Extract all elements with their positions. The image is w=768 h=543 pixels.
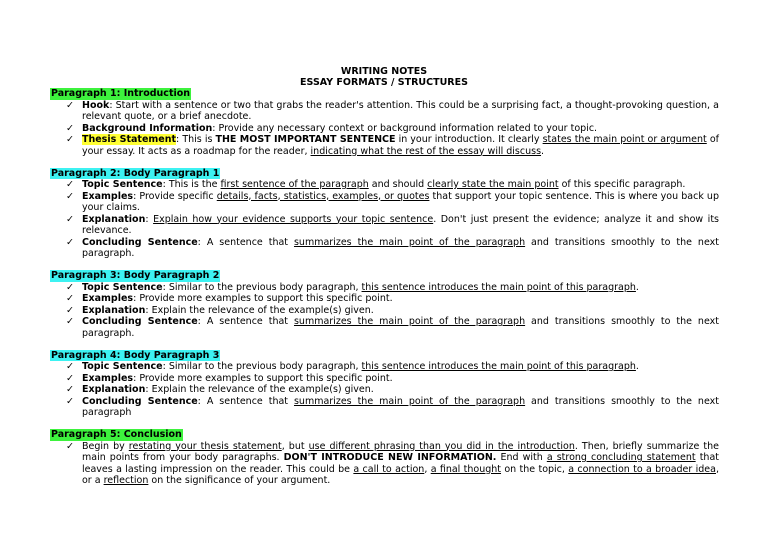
item-text: : A sentence that <box>197 236 294 248</box>
item-text: : Explain the relevance of the example(s) given. <box>145 384 374 395</box>
underlined-text: first sentence of the paragraph <box>220 179 369 190</box>
item-text: . <box>541 145 545 157</box>
underlined-text: a final thought <box>430 463 502 475</box>
list-item <box>66 179 719 191</box>
section-heading: Paragraph 1: Introduction <box>51 88 191 99</box>
list-item <box>66 213 719 237</box>
item-term: Background Information <box>82 122 213 134</box>
check-icon: ✓ <box>66 372 74 384</box>
section-heading: Paragraph 5: Conclusion <box>51 429 182 440</box>
section-body-paragraph-2 <box>50 270 719 339</box>
item-text: and should <box>368 179 428 190</box>
list-item <box>66 122 719 135</box>
item-text: : This is <box>176 134 216 145</box>
item-text: , <box>424 463 431 475</box>
item-text: : Provide specific <box>133 190 217 202</box>
item-text: and transitions smoothly to the next paragraph. <box>82 316 719 339</box>
list-item <box>66 440 720 487</box>
item-term: Explanation <box>82 213 146 225</box>
check-icon: ✓ <box>66 316 74 327</box>
item-text: and transitions smoothly to the next paragraph <box>82 395 719 418</box>
item-term: Concluding Sentence <box>82 316 198 327</box>
underlined-text: restating your thesis statement <box>128 440 282 452</box>
item-text: : Explain the relevance of the example(s) given. <box>145 304 374 316</box>
item-term: Examples <box>82 293 134 304</box>
list-item <box>66 134 720 157</box>
item-text: that support your topic sentence. This is where you back up your claims. <box>82 190 719 213</box>
list-item <box>66 372 719 385</box>
item-text: : Similar to the previous body paragraph, <box>162 281 362 293</box>
check-icon: ✓ <box>66 134 74 145</box>
item-text: on the significance of your argument. <box>148 475 331 486</box>
item-term: Explanation <box>82 304 146 316</box>
list-item <box>66 281 719 294</box>
item-text: : Similar to the previous body paragraph, <box>162 361 362 372</box>
list-item <box>66 384 719 396</box>
underlined-text: a call to action <box>353 463 425 475</box>
check-icon: ✓ <box>66 122 74 134</box>
document-subtitle: ESSAY FORMATS / STRUCTURES <box>300 77 468 88</box>
underlined-text: indicating what the rest of the essay will discuss <box>310 145 542 157</box>
list-item <box>66 316 719 339</box>
emphasis-text: DON'T INTRODUCE NEW INFORMATION. <box>283 452 497 463</box>
check-icon: ✓ <box>66 99 74 111</box>
check-icon: ✓ <box>66 236 74 248</box>
underlined-text: summarizes the main point of the paragraph <box>293 316 526 327</box>
list-item <box>66 190 719 214</box>
check-icon: ✓ <box>66 395 74 407</box>
item-term: Thesis Statement <box>82 134 177 145</box>
item-text: : <box>145 213 154 225</box>
item-term: Hook <box>82 99 110 111</box>
list-item <box>66 361 719 373</box>
item-term: Concluding Sentence <box>82 236 198 248</box>
list-item <box>66 304 719 317</box>
item-term: Topic Sentence <box>82 179 163 190</box>
section-heading: Paragraph 2: Body Paragraph 1 <box>51 167 220 179</box>
check-icon: ✓ <box>66 304 74 316</box>
section-body-paragraph-3 <box>50 350 719 419</box>
underlined-text: details, facts, statistics, examples, or quotes <box>216 190 430 202</box>
check-icon: ✓ <box>66 384 74 395</box>
document-title: WRITING NOTES <box>340 66 428 77</box>
list-item <box>66 236 719 260</box>
emphasis-text: THE MOST IMPORTANT SENTENCE <box>215 134 396 145</box>
underlined-text: this sentence introduces the main point of this paragraph <box>361 361 636 372</box>
item-text: . Don't just present the evidence; analyze it and show its relevance. <box>82 213 719 236</box>
check-icon: ✓ <box>66 190 74 202</box>
underlined-text: summarizes the main point of the paragraph <box>293 395 526 407</box>
list-item <box>66 293 719 305</box>
item-term: Examples <box>82 190 134 202</box>
list-item <box>66 395 719 419</box>
bullet-list <box>50 282 719 340</box>
item-text: . <box>635 281 639 293</box>
check-icon: ✓ <box>66 361 74 372</box>
item-text: in your introduction. It clearly <box>395 134 543 145</box>
check-icon: ✓ <box>66 440 74 452</box>
bullet-list <box>50 441 719 487</box>
underlined-text: clearly state the main point <box>427 179 559 190</box>
item-term: Examples <box>82 372 134 384</box>
underlined-text: a connection to a broader idea <box>568 463 716 475</box>
item-text: Begin by <box>82 440 129 452</box>
underlined-text: reflection <box>103 475 149 486</box>
underlined-text: this sentence introduces the main point of this paragraph <box>361 281 636 293</box>
check-icon: ✓ <box>66 179 74 190</box>
item-text: : A sentence that <box>197 316 294 327</box>
underlined-text: Explain how your evidence supports your topic sentence <box>153 213 434 225</box>
item-text: : Provide any necessary context or background information related to your topic. <box>212 122 598 134</box>
item-term: Topic Sentence <box>82 281 163 293</box>
item-text: End with <box>496 452 547 463</box>
item-term: Concluding Sentence <box>82 395 198 407</box>
section-conclusion <box>50 429 719 487</box>
list-item <box>66 99 719 123</box>
underlined-text: states the main point or argument <box>542 134 707 145</box>
check-icon: ✓ <box>66 281 74 293</box>
item-text: of your essay. It acts as a roadmap for the reader, <box>82 134 720 157</box>
item-text: : This is the <box>162 179 221 190</box>
item-text: , or a <box>82 463 720 486</box>
item-text: that leaves a lasting impression on the reader. This could be <box>82 452 719 475</box>
item-text: and transitions smoothly to the next paragraph. <box>82 236 719 259</box>
section-body-paragraph-1 <box>50 168 719 260</box>
bullet-list <box>50 100 719 158</box>
item-text: , but <box>281 440 309 452</box>
item-text: . Then, briefly summarize the main points from your body paragraphs. <box>82 440 720 463</box>
section-heading: Paragraph 4: Body Paragraph 3 <box>51 349 220 361</box>
item-text: : Provide more examples to support this specific point. <box>133 372 393 384</box>
section-heading: Paragraph 3: Body Paragraph 2 <box>51 270 220 281</box>
underlined-text: summarizes the main point of the paragraph <box>293 236 526 248</box>
underlined-text: use different phrasing than you did in the introduction <box>308 440 575 452</box>
item-term: Explanation <box>82 384 146 395</box>
item-text: of this specific paragraph. <box>558 179 686 190</box>
check-icon: ✓ <box>66 293 74 304</box>
bullet-list <box>50 361 719 419</box>
item-text: : A sentence that <box>197 395 294 407</box>
item-text: : Provide more examples to support this specific point. <box>133 293 393 304</box>
item-term: Topic Sentence <box>82 361 163 372</box>
check-icon: ✓ <box>66 213 74 225</box>
document-body <box>50 88 719 497</box>
item-text: : Start with a sentence or two that grabs the reader's attention. This could be a surprising fact, a thought-provoking question, a relevant quote, or a brief anecdote. <box>82 99 719 122</box>
underlined-text: a strong concluding statement <box>546 452 696 463</box>
item-text: on the topic, <box>501 463 569 475</box>
bullet-list <box>50 179 719 260</box>
item-text: . <box>635 361 639 372</box>
section-introduction <box>50 88 719 157</box>
